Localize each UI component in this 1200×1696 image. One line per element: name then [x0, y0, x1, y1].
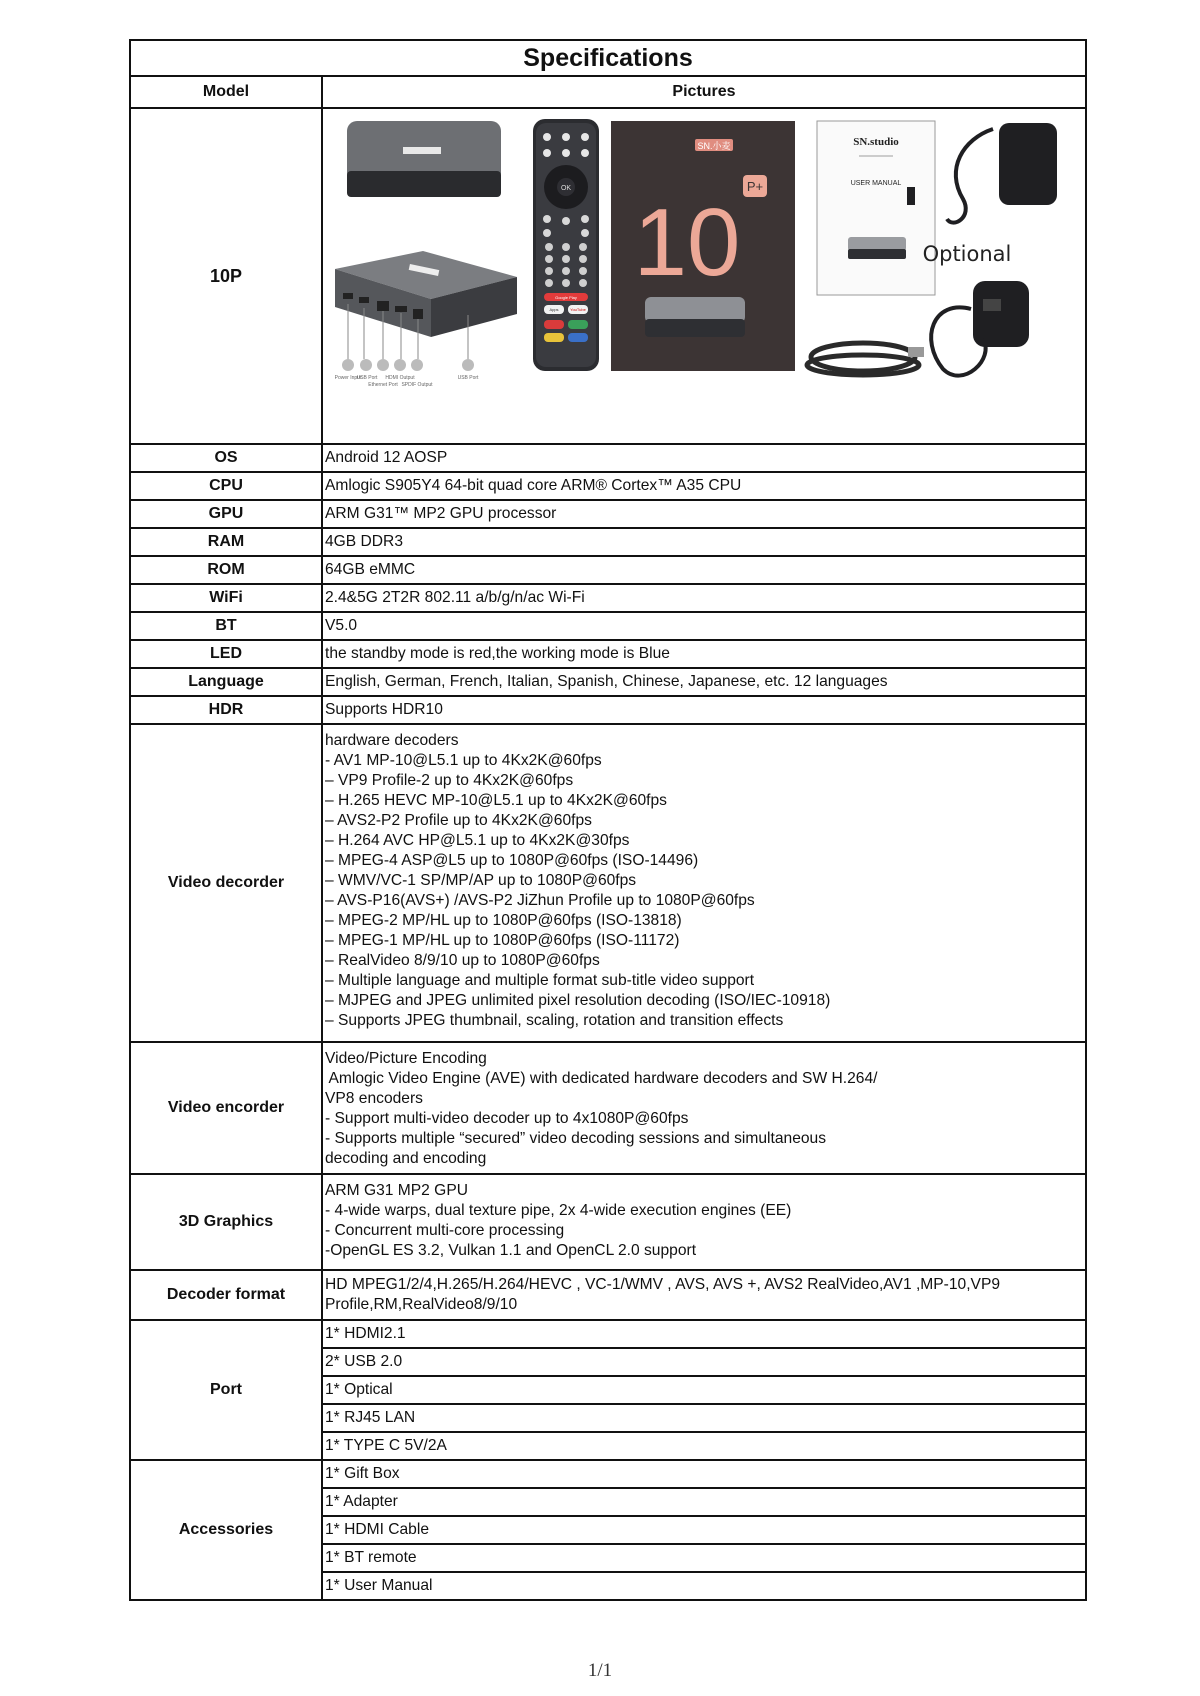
- spec-row: [130, 444, 1086, 472]
- list-item: - Supports multiple “secured” video decoding sessions and simultaneous: [325, 1130, 827, 1147]
- spec-value: Supports HDR10: [322, 696, 1086, 724]
- spec-value: English, German, French, Italian, Spanish, Chinese, Japanese, etc. 12 languages: [322, 668, 1086, 696]
- list-item: Profile,RM,RealVideo8/9/10: [325, 1296, 518, 1313]
- decoder-format-row: [130, 1270, 1086, 1320]
- model-name: 10P: [130, 108, 322, 444]
- gift-box-image: [611, 121, 795, 371]
- list-item: hardware decoders: [325, 732, 459, 749]
- list-item: – H.264 AVC HP@L5.1 up to 4Kx2K@30fps: [325, 832, 630, 849]
- spec-value: Amlogic S905Y4 64-bit quad core ARM® Cortex™ A35 CPU: [322, 472, 1086, 500]
- manual-title: USER MANUAL: [850, 180, 902, 187]
- list-item: – Multiple language and multiple format sub-title video support: [325, 972, 755, 989]
- box-logo: SN.小麦: [697, 141, 731, 151]
- port-label: Port: [130, 1320, 322, 1460]
- user-manual-image: [817, 121, 935, 295]
- spec-value: 4GB DDR3: [322, 528, 1086, 556]
- page-number: 1/1: [587, 1660, 613, 1681]
- spec-label: OS: [130, 444, 322, 472]
- spec-table: [129, 39, 1087, 1601]
- port-label-6: USB Port: [457, 375, 479, 381]
- spec-sheet: [129, 39, 1087, 1601]
- box-badge: P+: [746, 179, 764, 194]
- spec-row: [130, 556, 1086, 584]
- list-item: Video/Picture Encoding: [325, 1050, 487, 1067]
- accessories-label: Accessories: [130, 1460, 322, 1600]
- port-label-1: Power Input: [334, 375, 362, 381]
- video-encoder-row: [130, 1042, 1086, 1174]
- spec-label: RAM: [130, 528, 322, 556]
- list-item: – AVS-P16(AVS+) /AVS-P2 JiZhun Profile up to 1080P@60fps: [325, 892, 755, 909]
- list-item: – MJPEG and JPEG unlimited pixel resolution decoding (ISO/IEC-10918): [325, 992, 831, 1009]
- accessory-item: 1* User Manual: [322, 1572, 1086, 1600]
- accessory-item: 1* Adapter: [322, 1488, 1086, 1516]
- box-top-image: [347, 121, 501, 197]
- spec-value: 2.4&5G 2T2R 802.11 a/b/g/n/ac Wi-Fi: [322, 584, 1086, 612]
- spec-label: LED: [130, 640, 322, 668]
- list-item: – Supports JPEG thumbnail, scaling, rotation and transition effects: [325, 1012, 784, 1029]
- port-item: 1* HDMI2.1: [322, 1320, 1086, 1348]
- box-big-number: 10: [633, 189, 741, 296]
- list-item: Amlogic Video Engine (AVE) with dedicated hardware decoders and SW H.264/: [325, 1070, 878, 1087]
- spec-row: [130, 696, 1086, 724]
- adapter-uk-image: [931, 281, 1029, 376]
- spec-row: [130, 528, 1086, 556]
- video-decoder-label: Video decorder: [130, 724, 322, 1042]
- list-item: HD MPEG1/2/4,H.265/H.264/HEVC , VC-1/WMV , AVS, AVS +, AVS2 RealVideo,AV1 ,MP-10,VP9: [325, 1276, 1001, 1293]
- spec-value: 64GB eMMC: [322, 556, 1086, 584]
- accessories-row: [130, 1460, 1086, 1488]
- list-item: – MPEG-4 ASP@L5 up to 1080P@60fps (ISO-14496): [325, 852, 699, 869]
- product-pictures: [323, 109, 1087, 443]
- list-item: ARM G31 MP2 GPU: [325, 1182, 468, 1199]
- spec-label: GPU: [130, 500, 322, 528]
- spec-value: ARM G31™ MP2 GPU processor: [322, 500, 1086, 528]
- spec-value: the standby mode is red,the working mode is Blue: [322, 640, 1086, 668]
- accessory-item: 1* BT remote: [322, 1544, 1086, 1572]
- list-item: – WMV/VC-1 SP/MP/AP up to 1080P@60fps: [325, 872, 637, 889]
- remote-youtube-label: YouTube: [570, 307, 586, 312]
- decoder-format-label: Decoder format: [130, 1270, 322, 1320]
- list-item: – AVS2-P2 Profile up to 4Kx2K@60fps: [325, 812, 592, 829]
- list-item: – RealVideo 8/9/10 up to 1080P@60fps: [325, 952, 600, 969]
- spec-label: ROM: [130, 556, 322, 584]
- list-item: - Support multi-video decoder up to 4x1080P@60fps: [325, 1110, 689, 1127]
- list-item: -OpenGL ES 3.2, Vulkan 1.1 and OpenCL 2.0 support: [325, 1242, 697, 1259]
- port-label-2: USB Port: [356, 375, 378, 381]
- port-item: 1* Optical: [322, 1376, 1086, 1404]
- box-ports-image: [335, 251, 517, 371]
- list-item: – MPEG-2 MP/HL up to 1080P@60fps (ISO-13818): [325, 912, 682, 929]
- spec-label: BT: [130, 612, 322, 640]
- graphics-label: 3D Graphics: [130, 1174, 322, 1270]
- spec-row: [130, 500, 1086, 528]
- remote-google-label: Google Play: [555, 295, 577, 300]
- decoder-format-list: [322, 1270, 1086, 1320]
- list-item: – VP9 Profile-2 up to 4Kx2K@60fps: [325, 772, 574, 789]
- list-item: - AV1 MP-10@L5.1 up to 4Kx2K@60fps: [325, 752, 602, 769]
- list-item: decoding and encoding: [325, 1150, 487, 1167]
- video-encoder-label: Video encorder: [130, 1042, 322, 1174]
- header-model: Model: [130, 76, 322, 108]
- port-label-4: HDMI Output: [385, 375, 415, 381]
- accessory-item: 1* Gift Box: [322, 1460, 1086, 1488]
- port-row: [130, 1320, 1086, 1348]
- spec-label: Language: [130, 668, 322, 696]
- remote-image: [533, 119, 599, 371]
- manual-brand: SN.studio: [853, 136, 899, 148]
- port-label-3: Ethernet Port: [368, 382, 398, 388]
- port-item: 1* RJ45 LAN: [322, 1404, 1086, 1432]
- port-label-5: SPDIF Output: [401, 382, 433, 388]
- remote-apps-label: Apps: [549, 307, 559, 312]
- pictures-cell: [322, 108, 1086, 444]
- header-pictures: Pictures: [322, 76, 1086, 108]
- hdmi-cable-image: [807, 343, 924, 375]
- list-item: - Concurrent multi-core processing: [325, 1222, 565, 1239]
- spec-row: [130, 472, 1086, 500]
- spec-value: V5.0: [322, 612, 1086, 640]
- page-title: Specifications: [130, 40, 1086, 76]
- spec-row: [130, 668, 1086, 696]
- spec-value: Android 12 AOSP: [322, 444, 1086, 472]
- accessory-item: 1* HDMI Cable: [322, 1516, 1086, 1544]
- list-item: – H.265 HEVC MP-10@L5.1 up to 4Kx2K@60fps: [325, 792, 667, 809]
- spec-label: CPU: [130, 472, 322, 500]
- list-item: VP8 encoders: [325, 1090, 423, 1107]
- list-item: – MPEG-1 MP/HL up to 1080P@60fps (ISO-11172): [325, 932, 680, 949]
- spec-row: [130, 584, 1086, 612]
- spec-label: HDR: [130, 696, 322, 724]
- port-item: 1* TYPE C 5V/2A: [322, 1432, 1086, 1460]
- video-decoder-list: [322, 724, 1086, 1042]
- graphics-row: [130, 1174, 1086, 1270]
- port-item: 2* USB 2.0: [322, 1348, 1086, 1376]
- optional-label: Optional: [922, 242, 1012, 266]
- video-encoder-list: [322, 1042, 1086, 1174]
- graphics-list: [322, 1174, 1086, 1270]
- list-item: - 4-wide warps, dual texture pipe, 2x 4-wide execution engines (EE): [325, 1202, 792, 1219]
- spec-row: [130, 640, 1086, 668]
- spec-row: [130, 612, 1086, 640]
- remote-ok-label: OK: [560, 185, 572, 192]
- video-decoder-row: [130, 724, 1086, 1042]
- spec-label: WiFi: [130, 584, 322, 612]
